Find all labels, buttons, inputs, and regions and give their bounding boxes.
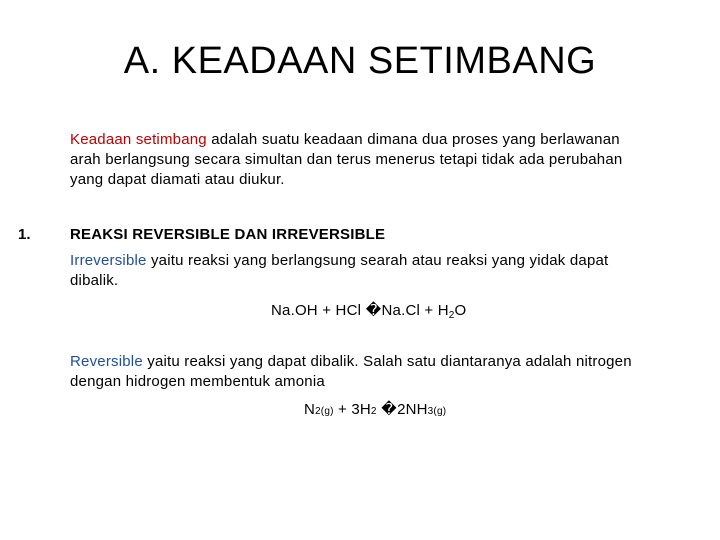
irreversible-equation-subscript: 2 bbox=[448, 310, 455, 321]
irreversible-line-2: dibalik. bbox=[70, 272, 119, 289]
reversible-equation-plus-h: + 3H bbox=[333, 401, 371, 418]
definition-line-1 bbox=[70, 130, 670, 150]
irreversible-equation bbox=[271, 301, 466, 321]
irreversible-equation-reactants: Na.OH + HCl bbox=[271, 302, 362, 319]
definition-line-2: arah berlangsung secara simultan dan terus menerus tetapi tidak ada perubahan bbox=[70, 151, 623, 168]
section-number: 1. bbox=[18, 226, 31, 243]
reversible-line-1-text: yaitu reaksi yang dapat dibalik. Salah satu diantaranya adalah nitrogen bbox=[142, 353, 632, 370]
irreversible-equation-o: O bbox=[454, 302, 467, 319]
irreversible-equation-products: Na.Cl + H bbox=[381, 302, 449, 319]
reversible-equation-nh3-sub: 3(g) bbox=[427, 406, 447, 417]
definition-line-1-text: adalah suatu keadaan dimana dua proses yang berlawanan bbox=[206, 131, 620, 148]
slide-title: A. KEADAAN SETIMBANG bbox=[123, 40, 597, 82]
reversible-equation-nh: 2NH bbox=[397, 401, 428, 418]
irreversible-line-1 bbox=[70, 251, 670, 271]
definition-line-3: yang dapat diamati atau diukur. bbox=[70, 171, 285, 188]
reversible-equation-n2-sub: 2(g) bbox=[315, 406, 334, 417]
definition-term: Keadaan setimbang bbox=[70, 131, 207, 148]
irreversible-term: Irreversible bbox=[70, 252, 147, 269]
section-heading: REAKSI REVERSIBLE DAN IRREVERSIBLE bbox=[70, 226, 386, 243]
reversible-equation-n: N bbox=[304, 401, 316, 418]
reversible-term: Reversible bbox=[70, 353, 143, 370]
definition-paragraph bbox=[70, 130, 670, 190]
reaction-arrow-icon: � bbox=[365, 302, 382, 319]
reversible-equation bbox=[304, 400, 446, 418]
reversible-line-2: dengan hidrogen membentuk amonia bbox=[70, 373, 325, 390]
irreversible-paragraph bbox=[70, 251, 670, 291]
reversible-equation-h2-sub: 2 bbox=[370, 406, 377, 417]
reversible-line-1 bbox=[70, 352, 670, 372]
reversible-paragraph bbox=[70, 352, 670, 392]
irreversible-line-1-text: yaitu reaksi yang berlangsung searah atau reaksi yang yidak dapat bbox=[146, 252, 609, 269]
equilibrium-arrow-icon: � bbox=[381, 401, 397, 418]
